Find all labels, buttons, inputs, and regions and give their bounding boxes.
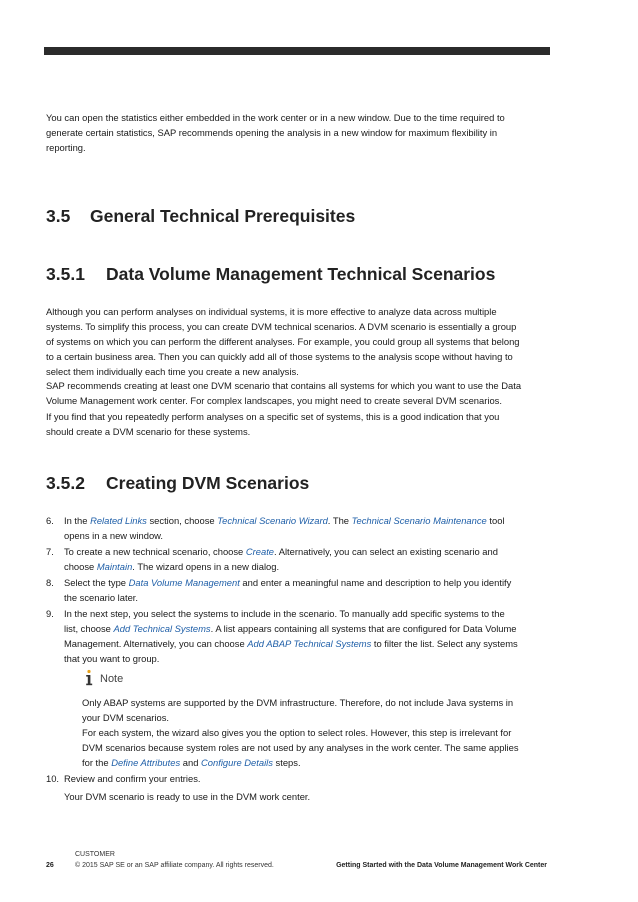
text-line: Only ABAP systems are supported by the DVM infrastructure. Therefore, do not include Java systems in: [82, 697, 514, 708]
link-configure-details[interactable]: Configure Details: [201, 757, 273, 768]
text-run: . The wizard opens in a new dialog.: [132, 561, 280, 572]
text-line: Volume Management work center. For complex landscapes, you might need to create several DVM scenarios.: [46, 395, 502, 406]
list-number: 9.: [46, 608, 54, 619]
step-10-result: [64, 789, 546, 804]
list-number: 6.: [46, 515, 54, 526]
text-line: DVM scenarios because system roles are not used by any analyses in the work center. The same applies: [82, 742, 519, 753]
text-line: [64, 575, 546, 590]
text-line: generate certain statistics, SAP recommends opening the analysis in a new window for maximum flexibility in: [46, 127, 498, 138]
heading-number: 3.5.2: [46, 473, 85, 493]
text-run: In the: [64, 515, 91, 526]
section-heading-3-5: [46, 206, 355, 227]
heading-title: Data Volume Management Technical Scenarios: [106, 264, 496, 284]
text-line: [64, 559, 546, 574]
text-line: select them individually each time you create a new analysis.: [46, 366, 299, 377]
info-icon: [85, 669, 95, 687]
section-heading-3-5-2: [46, 473, 309, 494]
text-run: . A list appears containing all systems that are configured for Data Volume: [210, 623, 517, 634]
heading-title: General Technical Prerequisites: [90, 206, 356, 226]
text-line: to a certain business area. Then you can quickly add all of those systems to the analysis scope without having to: [46, 351, 513, 362]
text-line: should create a DVM scenario for these systems.: [46, 426, 251, 437]
text-run: tool: [486, 515, 505, 526]
text-line: SAP recommends creating at least one DVM scenario that contains all systems for which you want to use the Data: [46, 380, 522, 391]
text-line: Although you can perform analyses on individual systems, it is more effective to analyze data across multiple: [46, 306, 497, 317]
text-run: Select the type: [64, 577, 129, 588]
text-line: [82, 755, 546, 770]
heading-number: 3.5.1: [46, 264, 85, 284]
link-define-attributes[interactable]: Define Attributes: [111, 757, 181, 768]
note-title: Note: [100, 673, 124, 685]
text-line: [64, 513, 546, 528]
list-number: 7.: [46, 546, 54, 557]
link-maintain[interactable]: Maintain: [96, 561, 133, 572]
heading-number: 3.5: [46, 206, 71, 226]
text-run: and: [180, 757, 202, 768]
text-run: list, choose: [64, 623, 114, 634]
text-run: steps.: [272, 757, 301, 768]
text-line: [64, 621, 546, 636]
list-number: 10.: [46, 773, 60, 784]
link-add-abap-technical-systems[interactable]: Add ABAP Technical Systems: [247, 638, 372, 649]
text-line: the scenario later.: [64, 592, 139, 603]
text-run: to filter the list. Select any systems: [371, 638, 518, 649]
text-line: [64, 636, 546, 651]
text-run: section, choose: [146, 515, 218, 526]
text-line: opens in a new window.: [64, 530, 164, 541]
paragraph-recommendation: [46, 378, 546, 408]
link-technical-scenario-wizard[interactable]: Technical Scenario Wizard: [217, 515, 328, 526]
intro-paragraph: [46, 110, 546, 155]
text-run: for the: [82, 757, 112, 768]
text-run: Management. Alternatively, you can choose: [64, 638, 248, 649]
text-line: In the next step, you select the systems to include in the scenario. To manually add specific systems to the: [64, 608, 505, 619]
text-run: To create a new technical scenario, choose: [64, 546, 246, 557]
section-heading-3-5-1: [46, 264, 495, 285]
text-run: and enter a meaningful name and description to help you identify: [239, 577, 512, 588]
page-number: 26: [46, 862, 54, 869]
note-paragraph-abap: [82, 695, 546, 725]
link-technical-scenario-maintenance[interactable]: Technical Scenario Maintenance: [351, 515, 487, 526]
text-run: choose: [64, 561, 97, 572]
paragraph-dvm-intro: [46, 304, 546, 379]
text-line: For each system, the wizard also gives you the option to select roles. However, this step is irrelevant for: [82, 727, 512, 738]
paragraph-repeat-analyses: [46, 409, 546, 439]
header-rule: [44, 47, 550, 55]
heading-title: Creating DVM Scenarios: [106, 473, 310, 493]
text-line: You can open the statistics either embedded in the work center or in a new window. Due to the time required to: [46, 112, 505, 123]
text-line: that you want to group.: [64, 653, 160, 664]
link-data-volume-management[interactable]: Data Volume Management: [128, 577, 240, 588]
text-line: Review and confirm your entries.: [64, 773, 201, 784]
text-line: If you find that you repeatedly perform analyses on a specific set of systems, this is a good indication that you: [46, 411, 500, 422]
text-line: Your DVM scenario is ready to use in the DVM work center.: [64, 791, 311, 802]
link-create[interactable]: Create: [245, 546, 275, 557]
link-add-technical-systems[interactable]: Add Technical Systems: [113, 623, 211, 634]
footer-document-title: Getting Started with the Data Volume Management Work Center: [336, 862, 547, 869]
text-line: reporting.: [46, 142, 86, 153]
link-related-links[interactable]: Related Links: [90, 515, 147, 526]
text-line: your DVM scenarios.: [82, 712, 170, 723]
note-paragraph-roles: [82, 725, 546, 770]
text-line: [64, 544, 546, 559]
footer-copyright: © 2015 SAP SE or an SAP affiliate company. All rights reserved.: [75, 862, 274, 869]
text-run: . Alternatively, you can select an existing scenario and: [274, 546, 498, 557]
list-number: 8.: [46, 577, 54, 588]
text-line: of systems on which you can perform the different analyses. For example, you could group all systems that belong: [46, 336, 520, 347]
text-run: . The: [327, 515, 352, 526]
text-line: systems. To simplify this process, you can create DVM technical scenarios. A DVM scenario is essentially a group: [46, 321, 517, 332]
footer-classification: CUSTOMER: [75, 851, 115, 858]
